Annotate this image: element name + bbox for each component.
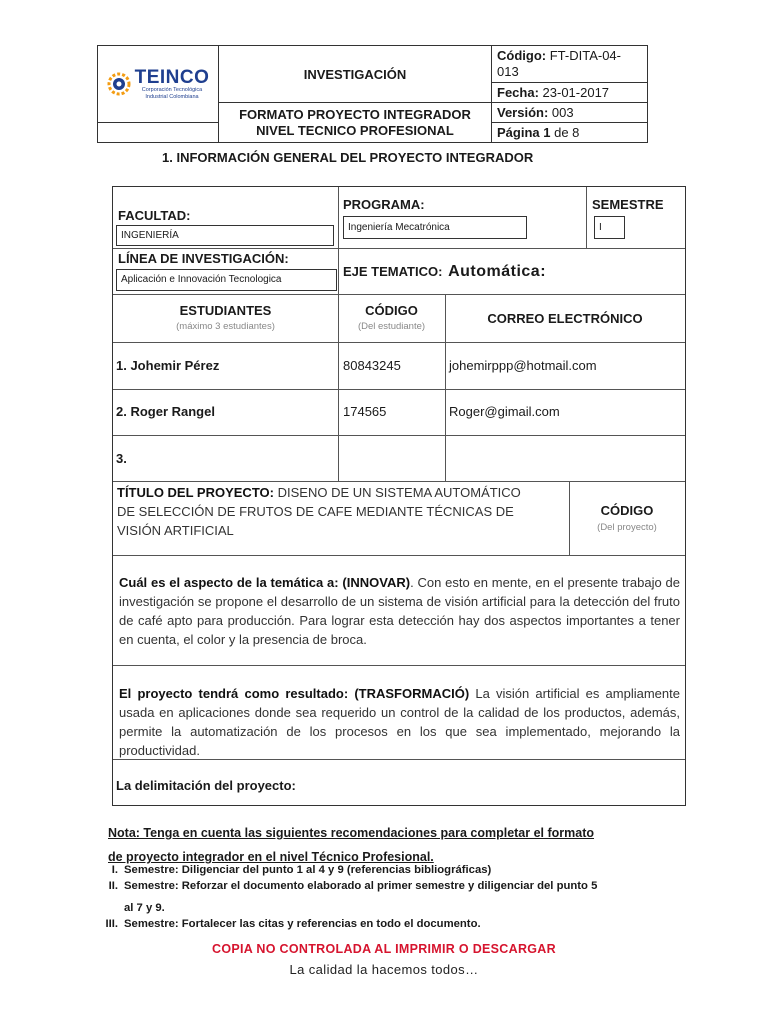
- codigo-estudiante-note: (Del estudiante): [357, 321, 426, 332]
- pagina-cell: [492, 123, 648, 143]
- estudiantes-label: ESTUDIANTES: [179, 303, 272, 318]
- student-1-code: 80843245: [343, 358, 401, 373]
- row-divider: [113, 481, 685, 482]
- aspecto-paragraph: [119, 573, 680, 649]
- note-item-1-num: I.: [111, 864, 118, 876]
- note-item-3-text: Semestre: Fortalecer las citas y referencias en todo el documento.: [124, 918, 481, 930]
- note-line-2: de proyecto integrador en el nivel Técnico Profesional.: [108, 850, 434, 864]
- estudiantes-note: (máximo 3 estudiantes): [176, 321, 275, 332]
- titulo-line-2: DE SELECCIÓN DE FRUTOS DE CAFE MEDIANTE TÉCNICAS DE: [117, 504, 514, 519]
- resultado-bold: El proyecto tendrá como resultado: (TRASFORMACIÓ): [119, 686, 470, 701]
- note-item-2-text: Semestre: Reforzar el documento elaborado al primer semestre y diligenciar del punto 5: [124, 880, 598, 892]
- fecha-cell: [492, 83, 648, 103]
- version-cell: [492, 103, 648, 123]
- logo-spacer: [98, 123, 219, 143]
- logo-subtitle-1: Corporación Tecnológica: [141, 87, 203, 94]
- proyecto-codigo-label: CÓDIGO: [600, 503, 654, 518]
- col-divider: [586, 187, 587, 248]
- aspecto-bold: Cuál es el aspecto de la temática a: (INNOVAR): [119, 575, 411, 590]
- delimitacion-label: La delimitación del proyecto:: [116, 778, 296, 793]
- programa-field[interactable]: Ingeniería Mecatrónica: [343, 216, 527, 239]
- row-divider: [113, 248, 685, 249]
- row-divider: [113, 665, 685, 666]
- semestre-field[interactable]: I: [594, 216, 625, 239]
- project-info-form: [112, 186, 686, 806]
- pagina-value: de 8: [554, 125, 580, 140]
- titulo-line-3: VISIÓN ARTIFICIAL: [117, 523, 234, 538]
- fecha-value: 23-01-2017: [542, 85, 610, 100]
- row-divider: [113, 294, 685, 295]
- proyecto-codigo-note: (Del proyecto): [597, 522, 657, 533]
- titulo-line-1: DISENO DE UN SISTEMA AUTOMÁTICO: [277, 485, 521, 500]
- note-item-3: [98, 918, 481, 930]
- eje-tematico: [343, 263, 546, 281]
- aspecto-text: . Con esto en mente, en el presente trabajo de investigación se propone el desarrollo de un sistema de visión artificial para la detección del fruto de café apto para producción. Para lograr esta detección hay dos aspectos importantes a tener en cuenta, el color y la presencia de broca.: [119, 575, 680, 647]
- codigo-estudiante-label: CÓDIGO: [365, 303, 418, 318]
- student-2-name: 2. Roger Rangel: [116, 404, 215, 419]
- gear-logo-icon: [107, 72, 131, 96]
- facultad-field[interactable]: INGENIERÍA: [116, 225, 334, 246]
- logo-cell: [98, 46, 219, 123]
- footer-slogan: La calidad la hacemos todos…: [289, 962, 479, 977]
- resultado-text: La visión artificial es ampliamente usada en aplicaciones donde sea requerido un control de la calidad de los productos, además, permite la automatización de los procesos en los que sea implementado, mejorando la productividad.: [119, 686, 680, 758]
- note-item-1-text: Semestre: Diligenciar del punto 1 al 4 y 9 (referencias bibliográficas): [124, 864, 492, 876]
- investigacion-title: INVESTIGACIÓN: [303, 66, 407, 82]
- note-line-1: Nota: Tenga en cuenta las siguientes recomendaciones para completar el formato: [108, 826, 595, 840]
- note-item-1: [98, 864, 491, 876]
- titulo-proyecto: [117, 483, 567, 540]
- uncontrolled-copy-warning: COPIA NO CONTROLADA AL IMPRIMIR O DESCARGAR: [212, 942, 556, 956]
- note-item-2: [98, 880, 597, 892]
- version-label: Versión:: [497, 105, 549, 120]
- teinco-logo: [103, 68, 213, 100]
- programa-label: PROGRAMA:: [343, 197, 425, 212]
- fecha-label: Fecha:: [497, 85, 539, 100]
- student-2-code: 174565: [343, 404, 387, 419]
- eje-label: EJE TEMATICO:: [343, 264, 443, 279]
- student-2-email: Roger@gimail.com: [449, 404, 560, 419]
- student-1-email: johemirppp@hotmail.com: [449, 358, 597, 373]
- header-table: [97, 45, 648, 143]
- investigacion-cell: [219, 46, 492, 103]
- formato-cell: [219, 103, 492, 143]
- logo-subtitle-2: Industrial Colombiana: [145, 93, 199, 100]
- row-divider: [113, 435, 685, 436]
- note-item-2-cont: [98, 902, 165, 914]
- resultado-paragraph: [119, 684, 680, 760]
- version-value: 003: [551, 105, 574, 120]
- col-divider: [338, 187, 339, 481]
- linea-field[interactable]: Aplicación e Innovación Tecnologica: [116, 269, 337, 291]
- codigo-label: Código:: [497, 48, 547, 63]
- facultad-label: FACULTAD:: [118, 208, 191, 223]
- titulo-label: TÍTULO DEL PROYECTO:: [117, 485, 274, 500]
- eje-value: Automática:: [448, 263, 547, 280]
- section-title: 1. INFORMACIÓN GENERAL DEL PROYECTO INTEGRADOR: [162, 150, 534, 165]
- pagina-label: Página 1: [497, 125, 551, 140]
- note-item-3-num: III.: [105, 918, 118, 930]
- formato-line1: FORMATO PROYECTO INTEGRADOR: [239, 106, 471, 122]
- logo-name: TEINCO: [134, 67, 210, 89]
- note-item-2-cont-text: al 7 y 9.: [124, 902, 165, 914]
- linea-label: LÍNEA DE INVESTIGACIÓN:: [118, 251, 289, 266]
- note-item-2-num: II.: [108, 880, 118, 892]
- correo-label: CORREO ELECTRÓNICO: [487, 311, 643, 326]
- codigo-cell: [492, 46, 648, 83]
- formato-line2: NIVEL TECNICO PROFESIONAL: [256, 122, 454, 138]
- semestre-label: SEMESTRE: [592, 197, 664, 212]
- student-3-name: 3.: [116, 451, 127, 466]
- col-divider: [569, 481, 570, 555]
- row-divider: [113, 555, 685, 556]
- student-1-name: 1. Johemir Pérez: [116, 358, 220, 373]
- row-divider: [113, 342, 685, 343]
- codigo-value: FT-DITA-04-013: [497, 48, 621, 79]
- row-divider: [113, 389, 685, 390]
